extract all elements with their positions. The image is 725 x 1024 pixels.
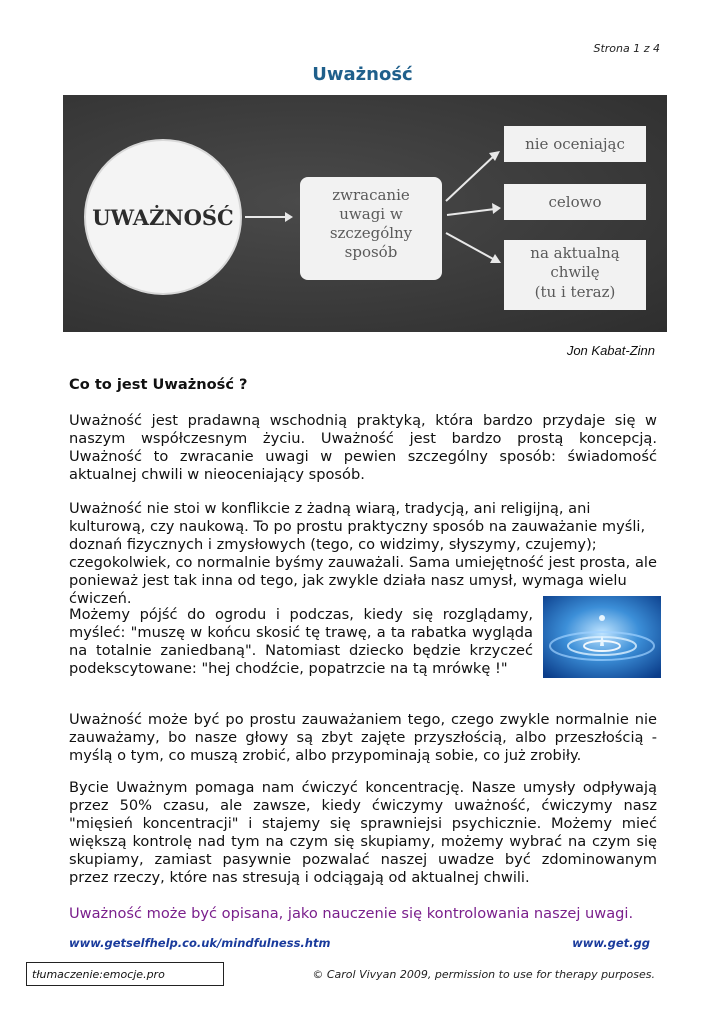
section-heading: Co to jest Uważność ? (69, 376, 248, 393)
svg-text:zwracanie: zwracanie (332, 186, 410, 204)
water-drop-image (543, 596, 661, 678)
arrow-3 (447, 209, 495, 215)
center-label: UWAŻNOŚĆ (92, 205, 234, 230)
svg-text:na aktualną: na aktualną (530, 244, 620, 262)
footer-link-getgg[interactable]: www.get.gg (572, 936, 650, 950)
svg-text:chwilę: chwilę (550, 263, 600, 281)
paragraph-6-highlight: Uważność może być opisana, jako nauczenie się kontrolowania naszej uwagi. (69, 905, 634, 922)
svg-text:uwagi w: uwagi w (339, 205, 403, 223)
paragraph-2: Uważność nie stoi w konflikcie z żadną wiarą, tradycją, ani religijną, ani kulturową, czy naukową. To po prostu praktyczny sposób na zauważanie myśli, doznań fizycznych i zmysłowych (tego, co widzimy, słyszymy, czujemy); czegokolwiek, co normalnie byśmy zauważali. Sama umiejętność jest prosta, ale ponieważ jest tak inna od tego, jak zwykle działa nasz umysł, wymaga wielu ćwiczeń. (69, 500, 657, 607)
svg-text:sposób: sposób (344, 243, 398, 261)
author-credit: Jon Kabat-Zinn (566, 343, 655, 358)
page-title: Uważność (312, 64, 413, 85)
arrowhead-3 (492, 203, 501, 214)
svg-text:(tu i teraz): (tu i teraz) (534, 283, 616, 301)
paragraph-3: Możemy pójść do ogrodu i podczas, kiedy się rozglądamy, myśleć: "muszę w końcu skosić tę trawę, a ta rabatka wygląda na totalnie zaniedbaną". Natomiast dziecko będzie krzyczeć podekscytowane: "hej chodźcie, popatrzcie na tą mrówkę !" (69, 606, 533, 677)
svg-text:nie oceniając: nie oceniając (525, 135, 625, 153)
arrowhead-1 (285, 212, 293, 222)
footer-link-mindfulness[interactable]: www.getselfhelp.co.uk/mindfulness.htm (69, 936, 331, 950)
svg-text:szczególny: szczególny (329, 224, 413, 242)
mindfulness-diagram (63, 95, 667, 332)
arrow-4 (446, 233, 495, 260)
copyright-notice: © Carol Vivyan 2009, permission to use for therapy purposes. (312, 968, 655, 981)
svg-text:celowo: celowo (548, 193, 602, 211)
arrow-2 (446, 155, 495, 201)
paragraph-5: Bycie Uważnym pomaga nam ćwiczyć koncentrację. Nasze umysły odpływają przez 50% czasu, ale zawsze, kiedy ćwiczymy uważność, ćwiczymy nasz "mięsień koncentracji" i stajemy się sprawniejsi psychicznie. Możemy mieć większą kontrolę nad tym na czym się skupiamy, możemy wybrać na czym się skupiamy, zamiast pasywnie pozwalać naszej uwadze być zdominowanym przez rzeczy, które nas stresują i odciągają od aktualnej chwili. (69, 779, 657, 886)
page-number: Strona 1 z 4 (593, 42, 660, 55)
paragraph-4: Uważność może być po prostu zauważaniem tego, czego zwykle normalnie nie zauważamy, bo nasze głowy są zbyt zajęte przyszłością, albo przeszłością - myślą o tym, co muszą zrobić, albo przypominają sobie, co już zrobiły. (69, 711, 657, 764)
paragraph-1: Uważność jest pradawną wschodnią praktyką, która bardzo przydaje się w naszym współczesnym życiu. Uważność jest bardzo prostą koncepcją. Uważność to zwracanie uwagi w pewien szczególny sposób: świadomość aktualnej chwili w nieoceniający sposób. (69, 412, 657, 483)
translator-credit: tłumaczenie:emocje.pro (26, 962, 224, 986)
